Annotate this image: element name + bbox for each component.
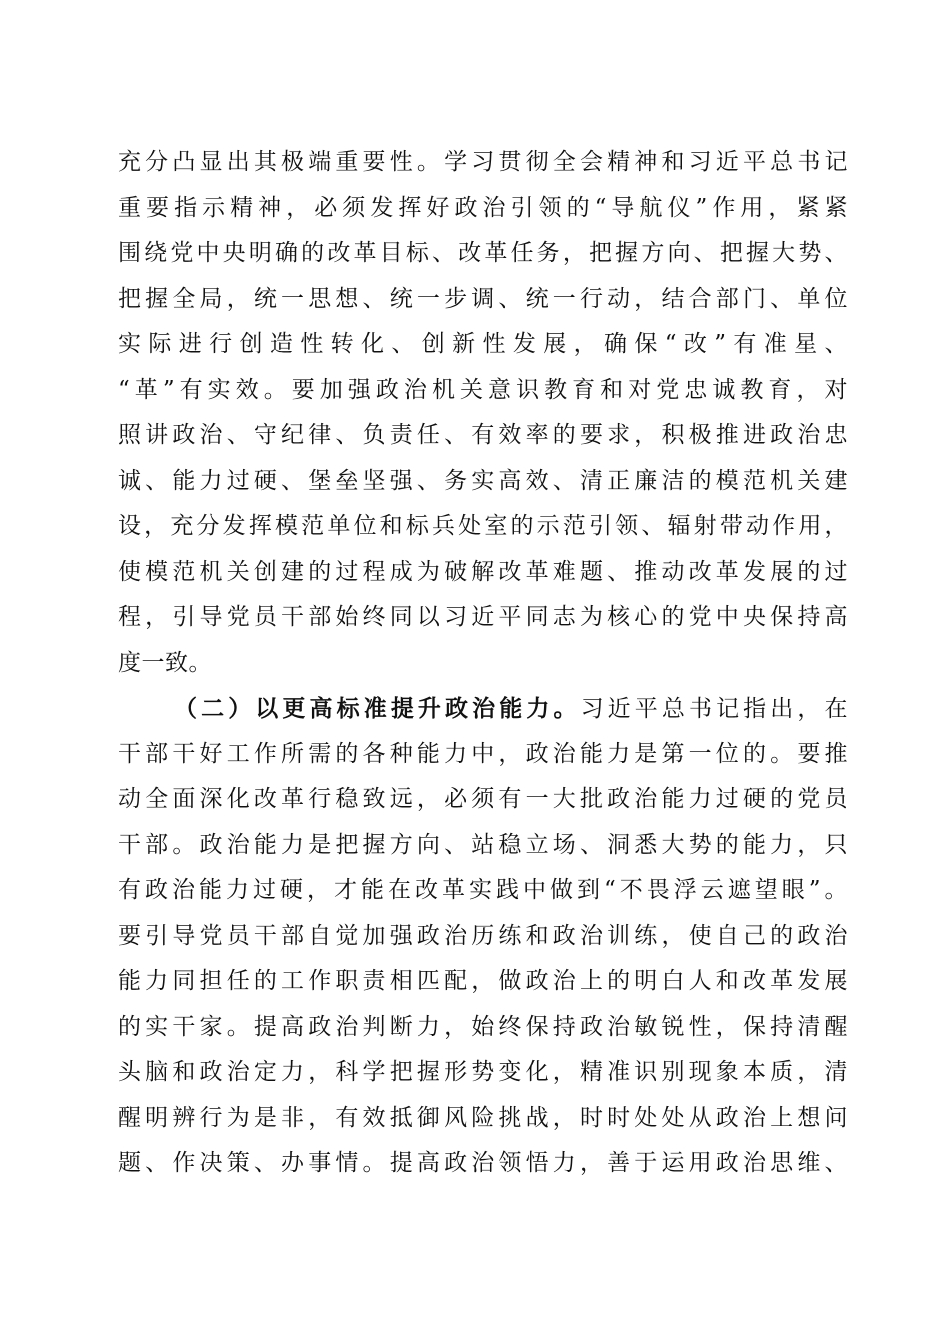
text-line: 围绕党中央明确的改革目标、改革任务，把握方向、把握大势、 (118, 240, 848, 266)
text-line: 的实干家。提高政治判断力，始终保持政治敏锐性，保持清醒 (118, 1013, 848, 1040)
text-line: “革”有实效。要加强政治机关意识教育和对党忠诚教育，对 (118, 376, 848, 403)
text-line: 把握全局，统一思想、统一步调、统一行动，结合部门、单位 (118, 285, 848, 312)
text-line: 头脑和政治定力，科学把握形势变化，精准识别现象本质，清 (118, 1059, 848, 1085)
text-line: 设，充分发挥模范单位和标兵处室的示范引领、辐射带动作用， (118, 513, 848, 539)
text-line: 诚、能力过硬、堡垒坚强、务实高效、清正廉洁的模范机关建 (118, 467, 848, 494)
section-heading: （二）以更高标准提升政治能力。 (174, 695, 581, 722)
text-line: 能力同担任的工作职责相匹配，做政治上的明白人和改革发展 (118, 968, 848, 994)
text-line: 实际进行创造性转化、创新性发展，确保“改”有准星、 (118, 331, 848, 357)
text-line: 充分凸显出其极端重要性。学习贯彻全会精神和习近平总书记 (118, 149, 848, 175)
text-line: 醒明辨行为是非，有效抵御风险挑战，时时处处从政治上想问 (118, 1104, 848, 1131)
section-heading-line (118, 686, 848, 732)
text-line: 题、作决策、办事情。提高政治领悟力，善于运用政治思维、 (118, 1150, 848, 1176)
text-line: 干部干好工作所需的各种能力中，政治能力是第一位的。要推 (118, 740, 848, 767)
text-line: 要引导党员干部自觉加强政治历练和政治训练，使自己的政治 (118, 922, 848, 949)
body-text (118, 140, 848, 1187)
text-line: 有政治能力过硬，才能在改革实践中做到“不畏浮云遮望眼”。 (118, 877, 848, 903)
text-line: 度一致。 (118, 649, 212, 676)
text-line: 照讲政治、守纪律、负责任、有效率的要求，积极推进政治忠 (118, 422, 848, 448)
text-line: 动全面深化改革行稳致远，必须有一大批政治能力过硬的党员 (118, 786, 848, 812)
text-line: 重要指示精神，必须发挥好政治引领的“导航仪”作用，紧紧 (118, 194, 848, 221)
text-line: 使模范机关创建的过程成为破解改革难题、推动改革发展的过 (118, 558, 848, 585)
text-line: 干部。政治能力是把握方向、站稳立场、洞悉大势的能力，只 (118, 831, 848, 858)
section-heading-rest: 习近平总书记指出，在 (580, 696, 849, 722)
text-line: 程，引导党员干部始终同以习近平同志为核心的党中央保持高 (118, 604, 848, 630)
